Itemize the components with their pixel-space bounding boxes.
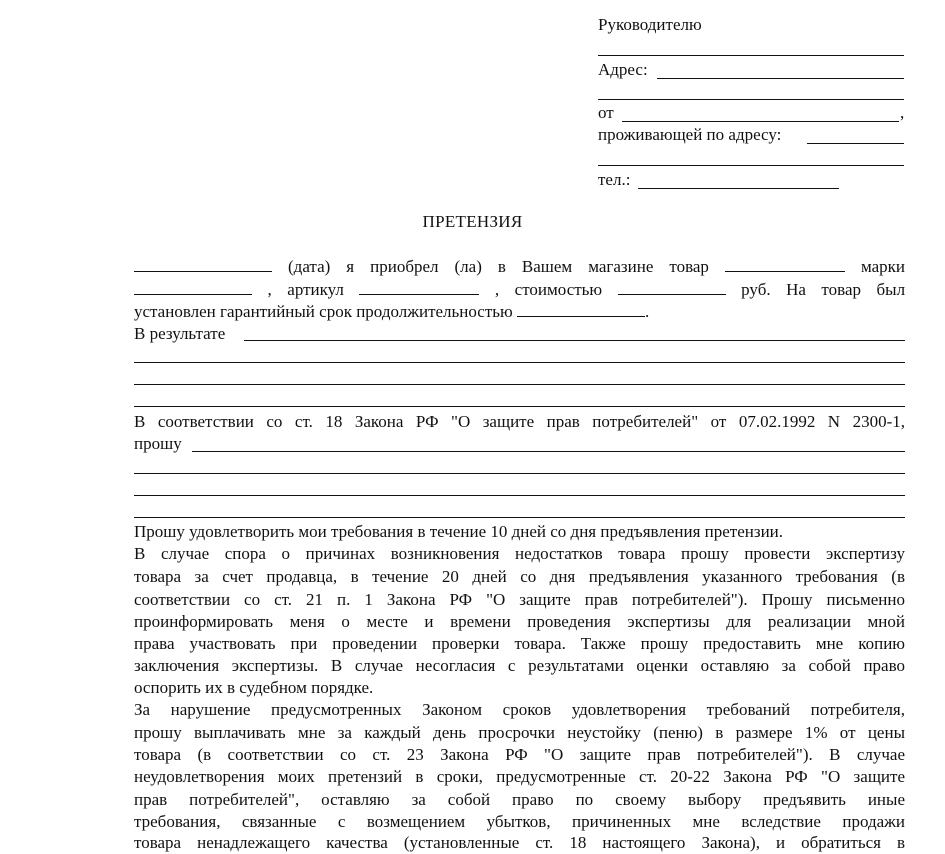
to-label: Руководителю [598,15,702,34]
article-label: , артикул [267,280,344,299]
paragraph-3-line: неудовлетворения моих претензий в сроки, предусмотренные ст. 20-22 Закона РФ "О защите [134,767,905,786]
cost-blank [618,280,726,295]
paragraph-3-line: прошу выплачивать мне за каждый день просрочки неустойку (пеню) в размере 1% от цены [134,723,905,742]
law-line: В соответствии со ст. 18 Закона РФ "О защите прав потребителей" от 07.02.1992 N 2300-1, [134,412,905,431]
warranty-end: . [644,302,650,321]
residence-label-text: проживающей по адресу: [598,125,782,144]
from-comma-text: , [900,103,905,122]
paragraph-2-line: проинформировать меня о месте и времени проведения экспертизы для реализации мной [134,612,905,631]
address-label-text: Адрес: [598,60,648,79]
cost-tail: руб. На товар был [741,280,906,299]
intro-line-3 [134,301,905,323]
from-label-text: от [598,103,614,122]
intro-line-1 [134,256,905,278]
request-blank-4 [134,517,905,518]
document-title: ПРЕТЕНЗИЯ [422,212,523,231]
brand-blank [134,280,252,295]
result-blank-3 [134,384,905,385]
request-blank-1 [192,451,905,452]
request-blank-3 [134,495,905,496]
from-line [622,121,899,122]
brand-label: марки [860,257,906,276]
request-blank-2 [134,473,905,474]
warranty-text: установлен гарантийный срок продолжительностью [134,302,513,321]
product-blank [725,257,845,272]
from-comma [900,103,908,123]
addressee-to [598,15,906,35]
warranty-blank [517,302,645,317]
result-blank-4 [134,406,905,407]
phone-label [598,170,906,190]
paragraph-3-line: требования, связанные с возмещением убытков, причиненных мне вследствие продажи [134,812,905,831]
paragraph-2-line: товара за счет продавца, в течение 20 дней со дня предъявления указанного требования (в [134,567,905,586]
result-blank-1 [244,340,905,341]
paragraph-2-line: соответствии со ст. 21 п. 1 Закона РФ "О защите прав потребителей"). Прошу письменно [134,590,905,609]
paragraph-3-line: товара ненадлежащего качества (установленные ст. 18 настоящего Закона), и обратиться в [134,833,905,852]
from-label [598,103,906,123]
residence-line-2 [598,165,904,166]
paragraph-2-line: В случае спора о причинах возникновения недостатков товара прошу провести экспертизу [134,544,905,563]
address-line-2 [598,99,904,100]
residence-label [598,125,906,145]
purchase-text: я приобрел (ла) в Вашем магазине товар [346,257,709,276]
request-label: прошу [134,434,182,453]
cost-label: , стоимостью [494,280,603,299]
paragraph-3-line: товара (в соответствии со ст. 23 Закона РФ "О защите прав потребителей"). В случае [134,745,905,764]
date-blank [134,257,272,272]
intro-line-2 [134,279,905,301]
date-label: (дата) [288,257,331,276]
paragraph-1: Прошу удовлетворить мои требования в течение 10 дней со дня предъявления претензии. [134,522,784,541]
result-line [134,323,905,345]
paragraph-2-line: заключения экспертизы. В случае несогласия с результатами оценки оставляю за собой право [134,656,905,675]
residence-line-1 [807,143,904,144]
phone-label-text: тел.: [598,170,631,189]
phone-line [638,188,839,189]
address-line-1 [657,78,904,79]
result-label: В результате [134,324,226,343]
result-blank-2 [134,362,905,363]
paragraph-3-line: прав потребителей", оставляю за собой право по своему выбору предъявить иные [134,790,905,809]
article-blank [359,280,479,295]
address-label [598,60,906,80]
paragraph-2-line: права участвовать при проведении проверки товара. Также прошу предоставить мне копию [134,634,905,653]
paragraph-3-line: За нарушение предусмотренных Законом сроков удовлетворения требований потребителя, [134,700,905,719]
addressee-name-line [598,55,904,56]
paragraph-2-line: оспорить их в судебном порядке. [134,678,374,697]
